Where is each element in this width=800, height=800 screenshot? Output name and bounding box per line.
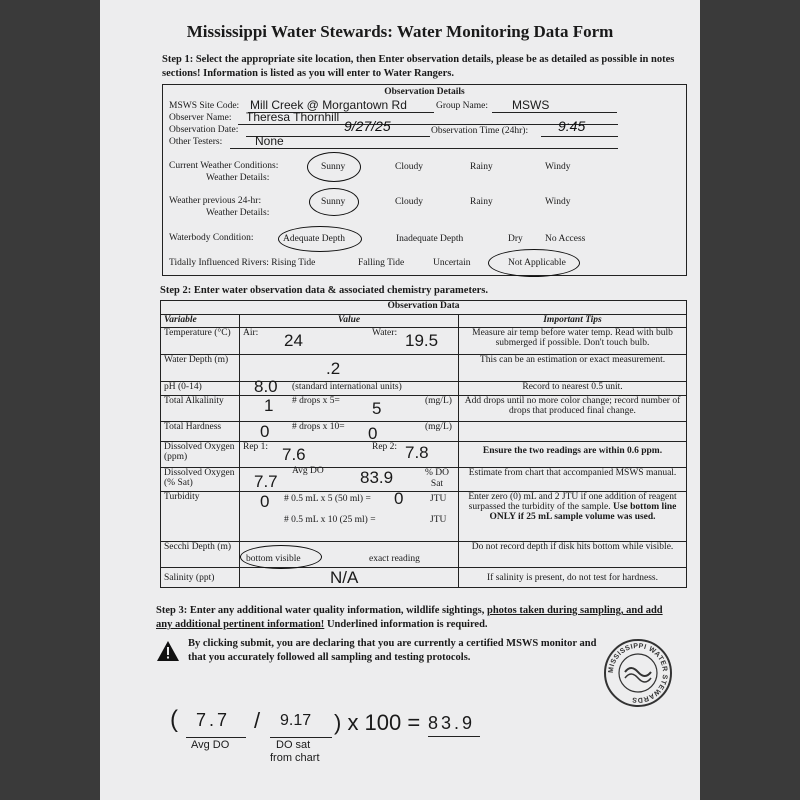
water-depth-label: Water Depth (m) (161, 355, 240, 382)
weather-option-cloudy[interactable]: Cloudy (395, 162, 423, 172)
form-title: Mississippi Water Stewards: Water Monitoring Data Form (186, 22, 614, 41)
observer-name-label: Observer Name: (169, 113, 232, 123)
prev-weather-label: Weather previous 24-hr: (169, 196, 262, 206)
header-tips: Important Tips (459, 315, 687, 328)
calc-avg-do-label: Avg DO (191, 739, 230, 751)
data-form-page (100, 0, 700, 800)
turbidity-tip: Enter zero (0) mL and 2 JTU if one addition of reagent surpassed the turbidity of the sample. (468, 492, 677, 512)
water-temperature-value[interactable]: 19.5 (405, 331, 439, 350)
do-ppm-tip: Ensure the two readings are within 0.6 ppm. (459, 442, 687, 468)
do-rep1-value[interactable]: 7.6 (282, 445, 306, 464)
calc-avg-do-value: 7.7 (196, 710, 231, 730)
tidal-option-uncertain[interactable]: Uncertain (433, 258, 471, 268)
turbidity-unit-2: JTU (430, 515, 447, 525)
step1-instructions: Step 1: Select the appropriate site location, then Enter observation details, please be as detailed as possible in notes sections! Information is listed as you will enter to Water Rangers. (162, 54, 675, 79)
salinity-tip: If salinity is present, do not test for hardness. (459, 568, 687, 588)
site-code-label: MSWS Site Code: (169, 101, 240, 111)
site-code-value[interactable]: Mill Creek @ Morgantown Rd (250, 98, 407, 112)
calc-do-sat-label: DO sat (276, 739, 311, 751)
svg-text:MISSISSIPPI WATER STEWARDS: MISSISSIPPI WATER STEWARDS (607, 642, 669, 704)
other-testers-label: Other Testers: (169, 137, 223, 147)
prev-weather-option-windy[interactable]: Windy (545, 197, 571, 207)
do-sat-label: Dissolved Oxygen (% Sat) (161, 468, 240, 492)
selected-mark-circle (278, 226, 362, 252)
turbidity-unit-1: JTU (430, 494, 447, 504)
alkalinity-drops[interactable]: 1 (264, 396, 274, 415)
weather-option-sunny[interactable]: Sunny (321, 162, 346, 172)
alkalinity-label: Total Alkalinity (161, 396, 240, 422)
header-variable: Variable (161, 315, 240, 328)
prev-weather-option-cloudy[interactable]: Cloudy (395, 197, 423, 207)
rep2-label: Rep 2: (372, 442, 398, 452)
turbidity-line2: # 0.5 mL x 10 (25 ml) = (284, 515, 376, 525)
table-row (161, 355, 687, 382)
calc-do-sat-chart-label: from chart (270, 752, 320, 764)
step3-instructions: Step 3: Enter any additional water quality information, wildlife sightings, photos taken during sampling, and add any additional pertinent information! Underlined information is required. (156, 605, 663, 630)
group-name-value[interactable]: MSWS (512, 98, 550, 112)
calc-result: 83.9 (428, 713, 476, 733)
calc-open-paren: ( (170, 706, 178, 733)
other-testers-value[interactable]: None (255, 134, 284, 148)
rep1-label: Rep 1: (243, 442, 269, 452)
tidal-option-not-applicable[interactable]: Not Applicable (508, 258, 566, 268)
avg-do-value[interactable]: 7.7 (254, 472, 278, 491)
observation-data-title: Observation Data (161, 301, 687, 315)
do-ppm-label: Dissolved Oxygen (ppm) (161, 442, 240, 468)
observation-time-label: Observation Time (24hr): (431, 126, 529, 136)
table-row (161, 422, 687, 442)
selected-mark-circle (309, 188, 359, 216)
turbidity-drops[interactable]: 0 (260, 492, 270, 511)
table-row (161, 382, 687, 396)
hardness-drops[interactable]: 0 (260, 422, 270, 441)
ph-label: pH (0-14) (161, 382, 240, 396)
table-row (161, 468, 687, 492)
waterbody-condition-label: Waterbody Condition: (169, 233, 254, 243)
observation-date-value[interactable]: 9/27/25 (344, 118, 391, 134)
alkalinity-value[interactable]: 5 (372, 399, 382, 418)
temperature-label: Temperature (°C) (161, 328, 240, 355)
do-sat-percent-value[interactable]: 83.9 (360, 468, 394, 487)
alkalinity-multiplier: # drops x 5= (292, 396, 340, 406)
do-sat-tip: Estimate from chart that accompanied MSWS manual. (459, 468, 687, 492)
ph-tip: Record to nearest 0.5 unit. (459, 382, 687, 396)
header-value: Value (240, 315, 459, 328)
waterbody-option-adequate[interactable]: Adequate Depth (283, 234, 345, 244)
weather-option-rainy[interactable]: Rainy (470, 162, 493, 172)
salinity-label: Salinity (ppt) (161, 568, 240, 588)
secchi-option-exact-reading[interactable]: exact reading (369, 554, 420, 564)
current-weather-details-label: Weather Details: (206, 173, 270, 183)
salinity-value[interactable]: N/A (330, 568, 359, 587)
observation-details-title: Observation Details (384, 87, 465, 97)
weather-option-windy[interactable]: Windy (545, 162, 571, 172)
ph-units-note: (standard international units) (292, 382, 402, 392)
avg-do-label: Avg DO (292, 466, 324, 476)
hardness-label: Total Hardness (161, 422, 240, 442)
calc-slash: / (254, 708, 261, 733)
ph-value[interactable]: 8.0 (254, 377, 278, 396)
water-label: Water: (372, 328, 398, 338)
tidal-option-falling[interactable]: Falling Tide (358, 258, 405, 268)
calc-do-sat-value: 9.17 (280, 712, 312, 729)
waterbody-option-inadequate[interactable]: Inadequate Depth (396, 234, 464, 244)
table-row (161, 492, 687, 542)
air-temperature-value[interactable]: 24 (284, 331, 303, 350)
hardness-value[interactable]: 0 (368, 424, 378, 443)
certification-warning: By clicking submit, you are declaring that you are currently a certified MSWS monitor and that you accurately followed all sampling and testing protocols. (188, 638, 597, 663)
water-depth-value[interactable]: .2 (326, 359, 341, 378)
turbidity-label: Turbidity (161, 492, 240, 542)
secchi-depth-label: Secchi Depth (m) (161, 542, 240, 568)
secchi-tip: Do not record depth if disk hits bottom while visible. (459, 542, 687, 568)
mississippi-water-stewards-seal (603, 638, 673, 708)
table-row (161, 442, 687, 468)
prev-weather-option-sunny[interactable]: Sunny (321, 197, 346, 207)
table-row (161, 568, 687, 588)
hardness-multiplier: # drops x 10= (292, 422, 345, 432)
tidal-rivers-label: Tidally Influenced Rivers: Rising Tide (169, 258, 316, 268)
water-depth-tip: This can be an estimation or exact measurement. (459, 355, 687, 382)
turbidity-line1: # 0.5 mL x 5 (50 ml) = (284, 494, 371, 504)
prev-weather-details-label: Weather Details: (206, 208, 270, 218)
table-row (161, 328, 687, 355)
observation-time-value[interactable]: 9:45 (558, 118, 586, 134)
do-rep2-value[interactable]: 7.8 (405, 443, 429, 462)
selected-mark-circle (240, 545, 322, 569)
table-row (161, 542, 687, 568)
waterbody-option-no-access[interactable]: No Access (545, 234, 586, 244)
selected-mark-circle (307, 152, 361, 182)
calc-times-100: ) x 100 = (334, 710, 421, 735)
secchi-option-bottom-visible[interactable]: bottom visible (246, 554, 301, 564)
alkalinity-unit: (mg/L) (425, 396, 452, 406)
turbidity-tip-bold: Use bottom line ONLY if 25 mL sample volume was used. (489, 502, 677, 522)
group-name-label: Group Name: (436, 101, 488, 111)
hardness-unit: (mg/L) (425, 422, 452, 432)
observation-date-label: Observation Date: (169, 125, 239, 135)
alkalinity-tip: Add drops until no more color change; record number of drops that produced final change. (459, 396, 687, 422)
table-row (161, 396, 687, 422)
observation-data-table (160, 300, 687, 588)
air-label: Air: (243, 328, 259, 338)
current-weather-label: Current Weather Conditions: (169, 161, 279, 171)
temperature-value-cell (240, 328, 459, 355)
temperature-tip: Measure air temp before water temp. Read with bulb submerged if possible. Don't touch bulb. (459, 328, 687, 355)
warning-icon (156, 640, 180, 662)
step2-instructions: Step 2: Enter water observation data & associated chemistry parameters. (160, 285, 488, 296)
turbidity-line1-value[interactable]: 0 (394, 489, 404, 508)
observer-name-value[interactable]: Theresa Thornhill (246, 110, 340, 124)
waterbody-option-dry[interactable]: Dry (508, 234, 523, 244)
prev-weather-option-rainy[interactable]: Rainy (470, 197, 493, 207)
selected-mark-circle (488, 249, 580, 277)
do-sat-percent-label: % DO Sat (425, 468, 450, 489)
